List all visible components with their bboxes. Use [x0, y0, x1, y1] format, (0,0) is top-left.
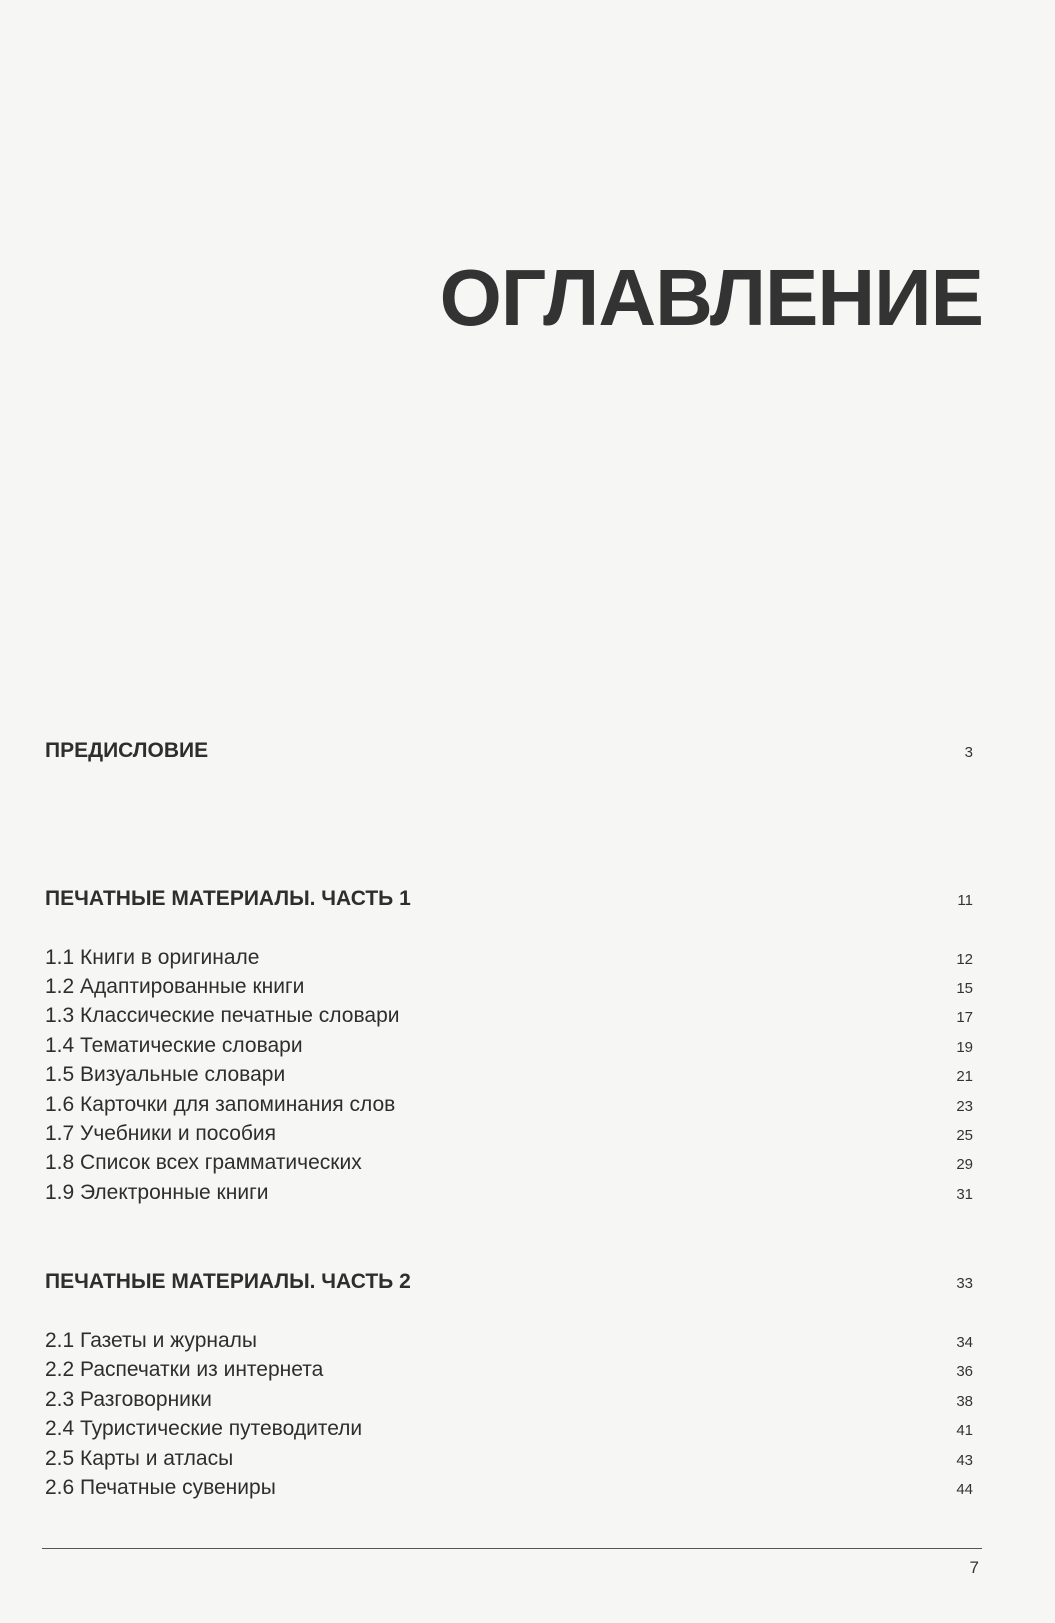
toc-page-number: 19 — [956, 1039, 973, 1056]
toc-page-number: 38 — [956, 1393, 973, 1410]
toc-item[interactable] — [45, 1181, 973, 1205]
toc-page-number: 23 — [956, 1098, 973, 1115]
toc-item[interactable] — [45, 1122, 973, 1146]
toc-item[interactable] — [45, 1063, 973, 1087]
toc-item[interactable] — [45, 1093, 973, 1117]
toc-item-label: 1.1 Книги в оригинале — [45, 946, 260, 969]
toc-item[interactable] — [45, 1329, 973, 1353]
toc-heading-part-2[interactable] — [45, 1270, 973, 1294]
toc-page-number: 33 — [956, 1275, 973, 1292]
footer-rule — [42, 1548, 982, 1549]
toc-heading-label: ПЕЧАТНЫЕ МАТЕРИАЛЫ. ЧАСТЬ 2 — [45, 1270, 411, 1293]
toc-item-label: 2.1 Газеты и журналы — [45, 1329, 257, 1352]
toc-item[interactable] — [45, 1004, 973, 1028]
toc-item-label: 1.9 Электронные книги — [45, 1181, 269, 1204]
toc-item[interactable] — [45, 946, 973, 970]
toc-item-label: 2.3 Разговорники — [45, 1388, 212, 1411]
toc-item-label: 1.6 Карточки для запоминания слов — [45, 1093, 396, 1116]
toc-item[interactable] — [45, 1447, 973, 1471]
toc-item-label: 1.4 Тематические словари — [45, 1034, 303, 1057]
toc-page-number: 34 — [956, 1334, 973, 1351]
toc-item[interactable] — [45, 1388, 973, 1412]
toc-page-number: 17 — [956, 1009, 973, 1026]
toc-page-number: 44 — [956, 1481, 973, 1498]
toc-item-label: 1.2 Адаптированные книги — [45, 975, 305, 998]
toc-page-number: 11 — [957, 892, 973, 909]
toc-item[interactable] — [45, 1358, 973, 1382]
page-number: 7 — [969, 1558, 979, 1577]
toc-page-number: 3 — [964, 744, 973, 761]
toc-item[interactable] — [45, 975, 973, 999]
toc-item-label: 1.3 Классические печатные словари — [45, 1004, 400, 1027]
toc-item[interactable] — [45, 1151, 973, 1175]
toc-page-number: 21 — [956, 1068, 973, 1085]
toc-item-label: 2.6 Печатные сувениры — [45, 1476, 276, 1499]
toc-heading-label: ПРЕДИСЛОВИЕ — [45, 739, 209, 762]
toc-page-number: 31 — [956, 1186, 973, 1203]
toc-item[interactable] — [45, 1476, 973, 1500]
toc-item[interactable] — [45, 1034, 973, 1058]
toc-item-label: 1.7 Учебники и пособия — [45, 1122, 277, 1145]
toc-heading-part-1[interactable] — [45, 887, 973, 911]
toc-item-label: 2.4 Туристические путеводители — [45, 1417, 363, 1440]
toc-item[interactable] — [45, 1417, 973, 1441]
toc-page-number: 15 — [956, 980, 973, 997]
toc-page-number: 41 — [956, 1422, 973, 1439]
toc-page-number: 25 — [956, 1127, 973, 1144]
page-title: ОГЛАВЛЕНИЕ — [439, 253, 983, 342]
toc-item-label: 2.2 Распечатки из интернета — [45, 1358, 324, 1381]
toc-item-label: 1.8 Список всех грамматических — [45, 1151, 362, 1174]
toc-heading-preface[interactable] — [45, 739, 973, 763]
toc-page-number: 36 — [956, 1363, 973, 1380]
toc-item-label: 2.5 Карты и атласы — [45, 1447, 234, 1470]
toc-page-number: 29 — [956, 1156, 973, 1173]
toc-page-number: 43 — [956, 1452, 973, 1469]
toc-page-number: 12 — [956, 951, 973, 968]
toc-heading-label: ПЕЧАТНЫЕ МАТЕРИАЛЫ. ЧАСТЬ 1 — [45, 887, 411, 910]
toc-item-label: 1.5 Визуальные словари — [45, 1063, 286, 1086]
